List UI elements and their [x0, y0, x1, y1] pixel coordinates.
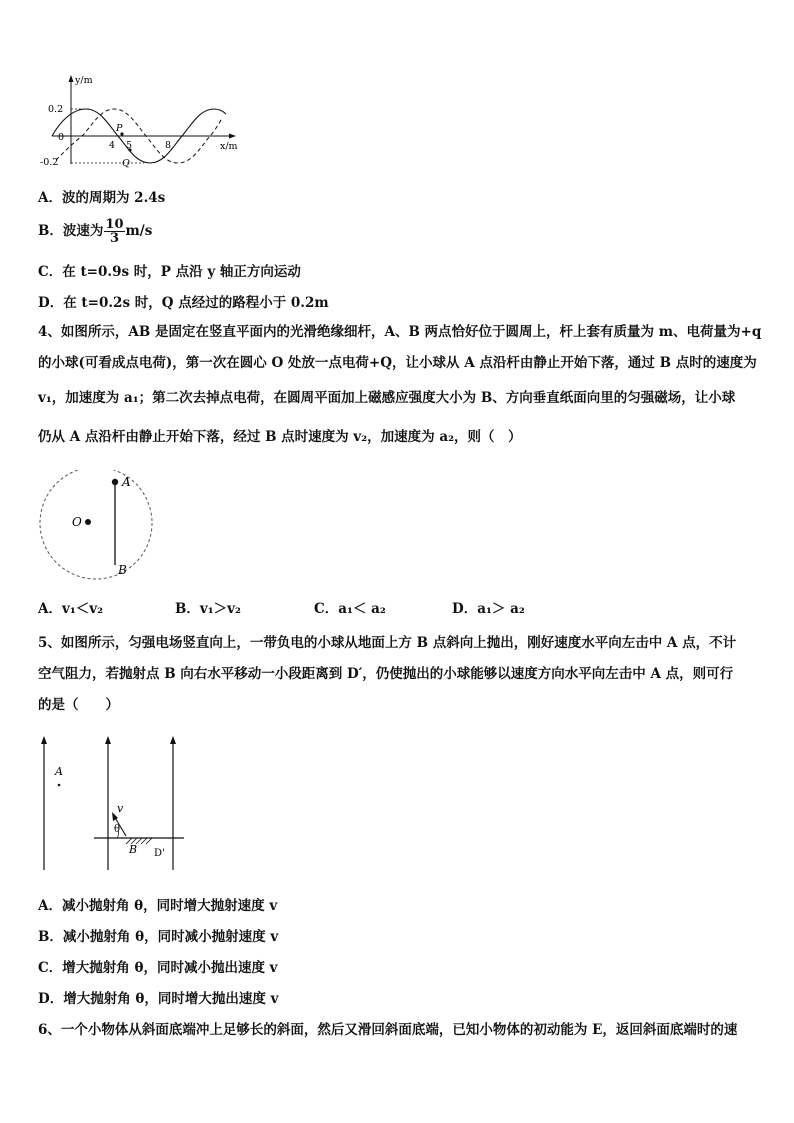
q5-option-c: C．增大抛射角 θ，同时减小抛出速度 v — [38, 960, 278, 976]
q4-stem-line-1: 4、如图所示，AB 是固定在竖直平面内的光滑绝缘细杆，A、B 两点恰好位于圆周上，杆上套有质量为 m、电荷量为+q — [38, 324, 762, 340]
q5-option-b: B．减小抛射角 θ，同时减小抛射速度 v — [38, 929, 279, 945]
q5-stem-line-2: 空气阻力，若抛射点 B 向右水平移动一小段距离到 D′，仍使抛出的小球能够以速度方向水平向左击中 A 点，则可行 — [38, 666, 734, 682]
q3-option-b-prefix: B．波速为 — [38, 223, 104, 239]
q5-field-arrow-3 — [170, 736, 176, 744]
q4-stem — [38, 317, 760, 453]
q5-option-d: D．增大抛射角 θ，同时增大抛出速度 v — [38, 991, 279, 1007]
q4-circle-figure — [34, 470, 166, 582]
q4-stem-line-3: v₁，加速度为 a₁；第二次去掉点电荷，在圆周平面加上磁感应强度大小为 B、方向垂直纸面向里的匀强磁场，让小球 — [38, 390, 736, 406]
q4-label-o: O — [72, 515, 82, 529]
q5-stem — [38, 628, 760, 721]
wave-ytick-1: 0 — [58, 132, 65, 143]
wave-x-axis-label: x/m — [220, 141, 238, 152]
q3-option-a: A．波的周期为 2.4s — [38, 190, 166, 206]
q5-label-d: D' — [154, 848, 165, 859]
q3-option-b — [38, 218, 152, 245]
q5-field-arrow-2 — [105, 736, 111, 744]
q4-stem-line-2: 的小球(可看成点电荷)，第一次在圆心 O 处放一点电荷+Q，让小球从 A 点沿杆由静止开始下落，通过 B 点时的速度为 — [38, 355, 757, 371]
wave-xtick-2: 8 — [165, 140, 172, 151]
wave-ytick-2: -0.2 — [40, 157, 59, 168]
q4-option-c: C．a₁＜ a₂ — [314, 601, 386, 617]
q4-ball-at-a — [112, 479, 118, 485]
wave-label-q: Q — [122, 158, 130, 169]
wave-graph — [30, 72, 250, 172]
q5-label-v: v — [117, 802, 124, 815]
q5-stem-line-1: 5、如图所示，匀强电场竖直向上，一带负电的小球从地面上方 B 点斜向上抛出，刚好速度水平向左击中 A 点，不计 — [38, 635, 737, 651]
wave-xtick-1: 5 — [126, 140, 133, 151]
q3-option-c: C．在 t=0.9s 时，P 点沿 y 轴正方向运动 — [38, 264, 301, 280]
wave-y-axis-label: y/m — [75, 75, 93, 86]
q4-label-b: B — [118, 563, 127, 577]
q6-stem-line-1: 6、一个小物体从斜面底端冲上足够长的斜面，然后又滑回斜面底端，已知小物体的初动能为 E，返回斜面底端时的速 — [38, 1022, 738, 1038]
q3-option-b-numerator: 10 — [105, 217, 124, 232]
q4-center-dot — [85, 519, 91, 525]
q5-stem-line-3: 的是（ ） — [38, 697, 119, 713]
q4-option-d: D．a₁＞ a₂ — [452, 601, 525, 617]
q4-option-a: A．v₁＜v₂ — [38, 601, 103, 617]
q3-option-b-suffix: m/s — [125, 223, 153, 239]
wave-label-p: P — [116, 123, 123, 134]
wave-y-arrow — [69, 75, 74, 82]
wave-x-arrow — [229, 134, 236, 139]
q4-label-a: A — [122, 475, 131, 489]
q5-option-a: A．减小抛射角 θ，同时增大抛射速度 v — [38, 898, 278, 914]
q5-point-a — [58, 784, 61, 787]
q3-option-b-denominator: 3 — [109, 231, 119, 246]
q5-label-theta: θ — [114, 824, 121, 835]
wave-xtick-0: 4 — [109, 140, 116, 151]
q4-dashed-circle — [40, 470, 152, 579]
q5-field-arrow-1 — [41, 736, 47, 744]
q4-option-b: B．v₁＞v₂ — [175, 601, 241, 617]
q3-option-b-fraction — [104, 218, 124, 245]
q5-label-a: A — [55, 765, 63, 778]
q5-label-b: B — [129, 843, 138, 856]
q5-field-figure — [34, 732, 194, 874]
wave-ytick-0: 0.2 — [48, 104, 64, 115]
q4-stem-line-4: 仍从 A 点沿杆由静止开始下落，经过 B 点时速度为 v₂，加速度为 a₂，则（ ） — [38, 429, 522, 445]
q3-option-d: D．在 t=0.2s 时，Q 点经过的路程小于 0.2m — [38, 295, 329, 311]
